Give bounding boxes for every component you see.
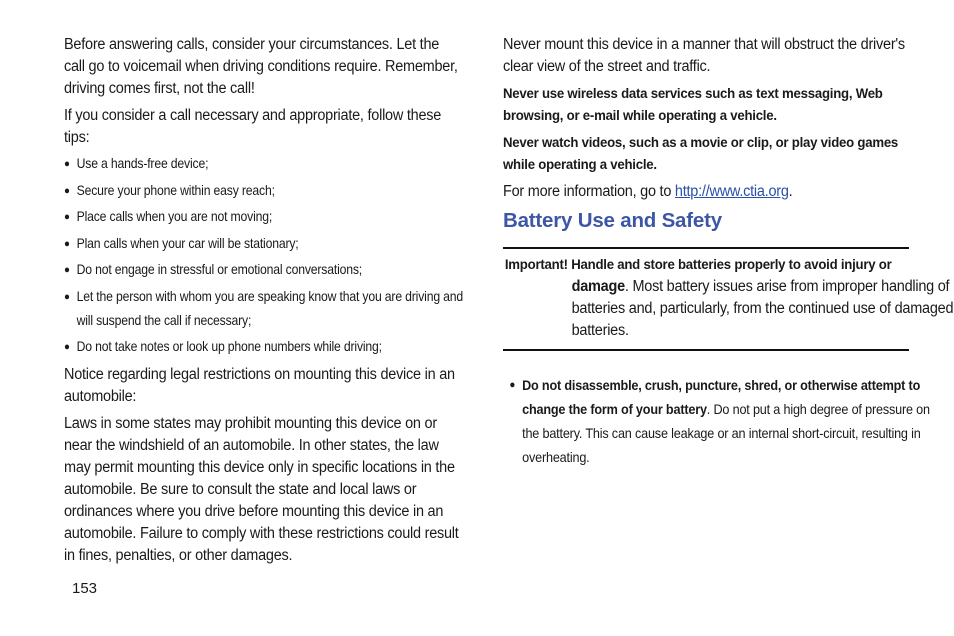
battery-bold-text: Do not disassemble, crush, puncture, shred, or otherwise attempt to change the form of your battery — [522, 377, 921, 417]
list-item: ● Secure your phone within easy reach; — [64, 179, 474, 203]
battery-bullet-item — [503, 373, 933, 469]
video-warning: Never watch videos, such as a movie or clip, or play video games while operating a vehicle. — [503, 135, 899, 173]
list-item: ● Plan calls when your car will be stationary; — [64, 232, 474, 256]
wireless-warning: Never use wireless data services such as text messaging, Web browsing, or e-mail while operating a vehicle. — [503, 86, 883, 124]
list-item: ● Use a hands-free device; — [64, 152, 474, 176]
important-callout — [503, 247, 954, 351]
important-first-line — [503, 254, 911, 276]
tips-list — [64, 152, 462, 359]
section-heading: Battery Use and Safety — [503, 209, 722, 232]
list-item: ● Place calls when you are not moving; — [64, 205, 474, 229]
notice-paragraph: Notice regarding legal restrictions on mounting this device in an automobile: — [64, 366, 455, 405]
battery-rest-text: . Do not put a high degree of pressure on the battery. This can cause leakage or an internal short-circuit, resulting in overheating. — [522, 401, 930, 465]
important-label: Important! — [504, 257, 568, 273]
mount-paragraph: Never mount this device in a manner that will obstruct the driver's clear view of the street and traffic. — [503, 36, 905, 75]
left-column — [64, 34, 462, 567]
intro-paragraph: Before answering calls, consider your circumstances. Let the call go to voicemail when driving conditions require. Remember, driving comes first, not the call! — [64, 36, 458, 97]
important-bold-text: Handle and store batteries properly to avoid injury or — [571, 257, 892, 273]
list-item: ● Do not take notes or look up phone numbers while driving; — [64, 335, 474, 359]
right-column — [503, 34, 954, 469]
tips-intro: If you consider a call necessary and appropriate, follow these tips: — [64, 107, 442, 146]
important-rest-text: . Most battery issues arise from improper handling of batteries and, particularly, from the continued use of damaged batteries. — [571, 278, 954, 339]
page-number: 153 — [72, 580, 98, 597]
more-info-paragraph — [503, 181, 912, 203]
important-rest — [503, 276, 954, 342]
more-info-prefix: For more information, go to — [503, 183, 675, 200]
list-item: ● Let the person with whom you are speaking know that you are driving and will suspend the call if necessary; — [64, 285, 474, 333]
laws-paragraph: Laws in some states may prohibit mounting this device on or near the windshield of an automobile. In other states, the law may permit mounting this device only in specific locations in the automobile. Be sure to consult the state and local laws or ordinances where you drive before mounting this device in an automobile. Failure to comply with these restrictions could result in fines, penalties, or other damages. — [64, 415, 459, 564]
more-info-suffix: . — [788, 183, 793, 200]
ctia-link[interactable]: http://www.ctia.org — [674, 183, 789, 200]
important-bold-damage: damage — [571, 278, 625, 295]
list-item: ● Do not engage in stressful or emotional conversations; — [64, 258, 474, 282]
